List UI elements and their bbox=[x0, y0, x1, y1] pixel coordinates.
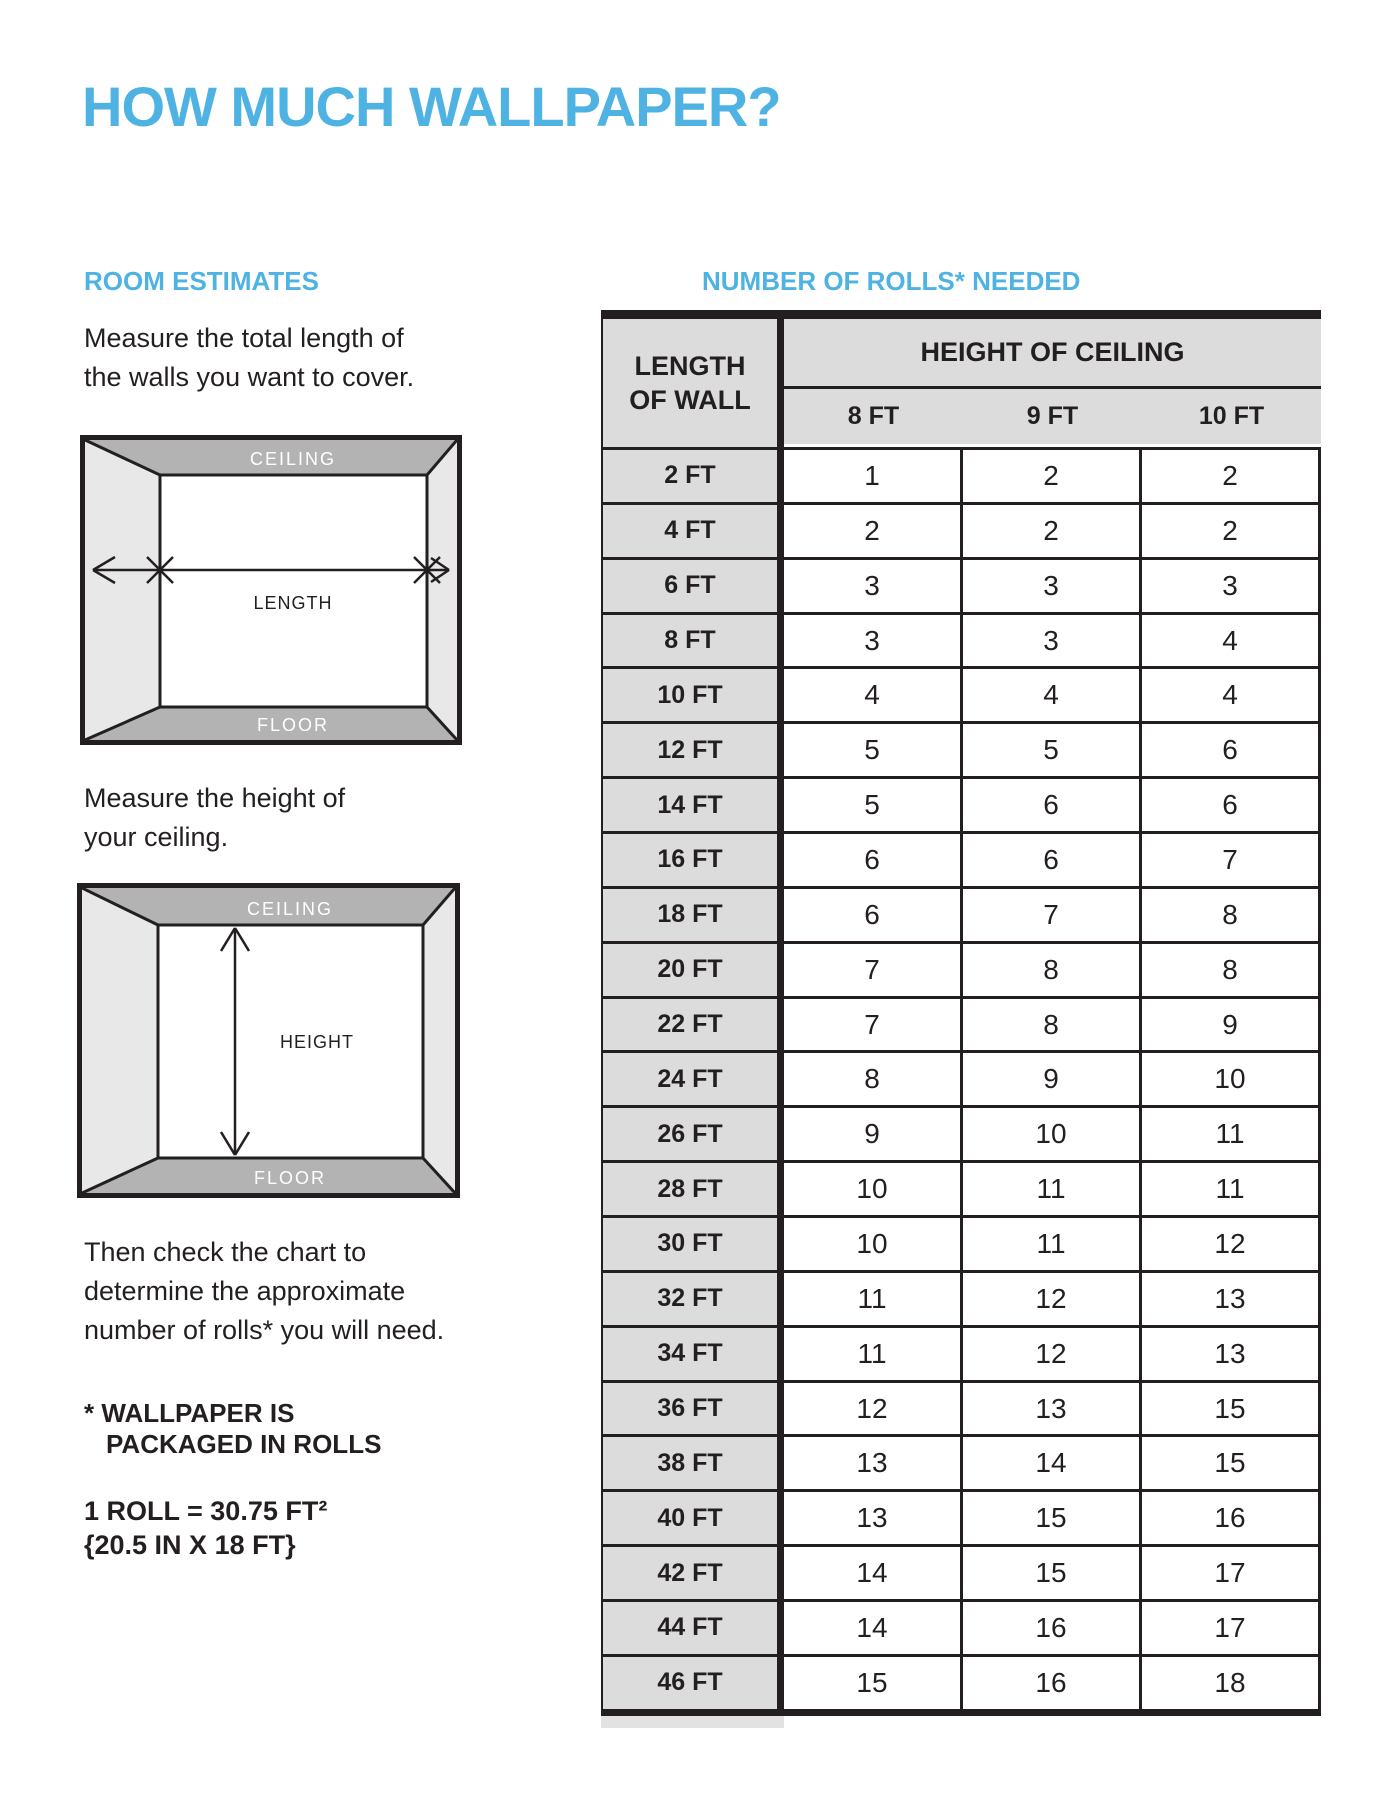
row-label: 46 FT bbox=[603, 1657, 784, 1709]
instruction-chart-line1: Then check the chart to bbox=[84, 1237, 367, 1267]
roll-count-cell: 16 bbox=[1142, 1492, 1321, 1544]
roll-count-cell: 11 bbox=[784, 1273, 963, 1325]
row-label: 4 FT bbox=[603, 505, 784, 557]
roll-count-cell: 1 bbox=[784, 450, 963, 502]
table-row bbox=[603, 502, 1321, 557]
roll-count-cell: 6 bbox=[1142, 724, 1321, 776]
row-label: 8 FT bbox=[603, 615, 784, 667]
roll-count-cell: 8 bbox=[1142, 889, 1321, 941]
rolls-table bbox=[601, 310, 1321, 1728]
row-label: 14 FT bbox=[603, 779, 784, 831]
table-row bbox=[603, 1489, 1321, 1544]
instruction-height-line1: Measure the height of bbox=[84, 783, 346, 813]
roll-count-cell: 8 bbox=[1142, 944, 1321, 996]
roll-count-cell: 12 bbox=[963, 1273, 1142, 1325]
row-label: 40 FT bbox=[603, 1492, 784, 1544]
room-height-diagram bbox=[77, 883, 460, 1198]
table-bottom-border bbox=[601, 1709, 1321, 1716]
roll-count-cell: 3 bbox=[784, 615, 963, 667]
row-label: 38 FT bbox=[603, 1437, 784, 1489]
row-label: 34 FT bbox=[603, 1328, 784, 1380]
right-wall-surface bbox=[427, 440, 457, 740]
instruction-chart bbox=[84, 1233, 444, 1350]
table-row bbox=[603, 996, 1321, 1051]
col-header-9ft: 9 FT bbox=[1026, 402, 1079, 430]
room-height-diagram-svg bbox=[82, 888, 455, 1193]
roll-count-cell: 11 bbox=[963, 1163, 1142, 1215]
table-row bbox=[603, 1215, 1321, 1270]
height-label: HEIGHT bbox=[279, 1032, 355, 1052]
ceiling-header-group bbox=[784, 319, 1321, 447]
instruction-chart-line3: number of rolls* you will need. bbox=[84, 1315, 445, 1345]
table-header bbox=[603, 319, 1321, 447]
table-row bbox=[603, 1160, 1321, 1215]
roll-count-cell: 3 bbox=[963, 560, 1142, 612]
length-of-wall-line1: LENGTH bbox=[634, 351, 746, 381]
roll-count-cell: 4 bbox=[1142, 669, 1321, 721]
table-row bbox=[603, 1544, 1321, 1599]
left-wall-surface bbox=[82, 888, 158, 1193]
roll-count-cell: 5 bbox=[963, 724, 1142, 776]
right-wall-surface bbox=[423, 888, 455, 1193]
roll-count-cell: 15 bbox=[963, 1492, 1142, 1544]
table-bottom-stub bbox=[601, 1716, 784, 1728]
table-row bbox=[603, 776, 1321, 831]
floor-label: FLOOR bbox=[253, 1168, 327, 1188]
row-label: 26 FT bbox=[603, 1108, 784, 1160]
roll-count-cell: 6 bbox=[784, 889, 963, 941]
roll-count-cell: 3 bbox=[784, 560, 963, 612]
roll-count-cell: 13 bbox=[784, 1492, 963, 1544]
table-row bbox=[603, 831, 1321, 886]
row-label: 2 FT bbox=[603, 450, 784, 502]
row-label: 36 FT bbox=[603, 1383, 784, 1435]
length-of-wall-header bbox=[603, 319, 784, 447]
roll-size-line1: 1 ROLL = 30.75 FT² bbox=[84, 1496, 328, 1526]
roll-count-cell: 8 bbox=[963, 999, 1142, 1051]
roll-count-cell: 15 bbox=[784, 1657, 963, 1709]
length-label: LENGTH bbox=[253, 593, 333, 613]
row-label: 18 FT bbox=[603, 889, 784, 941]
roll-count-cell: 13 bbox=[1142, 1273, 1321, 1325]
roll-count-cell: 10 bbox=[1142, 1053, 1321, 1105]
roll-count-cell: 11 bbox=[963, 1218, 1142, 1270]
ceiling-label: CEILING bbox=[249, 449, 337, 469]
table-row bbox=[603, 1434, 1321, 1489]
row-label: 42 FT bbox=[603, 1547, 784, 1599]
rolls-footnote bbox=[84, 1398, 381, 1460]
roll-count-cell: 11 bbox=[784, 1328, 963, 1380]
table-frame bbox=[601, 319, 1321, 1709]
roll-count-cell: 3 bbox=[1142, 560, 1321, 612]
table-row bbox=[603, 941, 1321, 996]
table-row bbox=[603, 721, 1321, 776]
roll-count-cell: 14 bbox=[784, 1547, 963, 1599]
roll-count-cell: 4 bbox=[784, 669, 963, 721]
roll-count-cell: 8 bbox=[784, 1053, 963, 1105]
rolls-footnote-line1: * WALLPAPER IS bbox=[84, 1398, 295, 1428]
col-header-10ft: 10 FT bbox=[1198, 402, 1265, 430]
roll-count-cell: 12 bbox=[784, 1383, 963, 1435]
back-wall bbox=[160, 475, 427, 707]
roll-count-cell: 2 bbox=[784, 505, 963, 557]
roll-count-cell: 7 bbox=[784, 999, 963, 1051]
table-row bbox=[603, 886, 1321, 941]
room-estimates-heading: ROOM ESTIMATES bbox=[84, 266, 319, 296]
roll-count-cell: 6 bbox=[963, 779, 1142, 831]
roll-count-cell: 15 bbox=[1142, 1383, 1321, 1435]
roll-count-cell: 6 bbox=[784, 834, 963, 886]
row-label: 44 FT bbox=[603, 1602, 784, 1654]
roll-count-cell: 16 bbox=[963, 1602, 1142, 1654]
roll-count-cell: 8 bbox=[963, 944, 1142, 996]
roll-count-cell: 7 bbox=[963, 889, 1142, 941]
roll-count-cell: 5 bbox=[784, 779, 963, 831]
roll-count-cell: 12 bbox=[1142, 1218, 1321, 1270]
room-length-diagram-svg bbox=[85, 440, 457, 740]
roll-count-cell: 4 bbox=[1142, 615, 1321, 667]
roll-count-cell: 2 bbox=[963, 505, 1142, 557]
ceiling-height-columns bbox=[784, 389, 1321, 444]
roll-count-cell: 3 bbox=[963, 615, 1142, 667]
roll-count-cell: 18 bbox=[1142, 1657, 1321, 1709]
floor-label: FLOOR bbox=[256, 715, 330, 735]
row-label: 32 FT bbox=[603, 1273, 784, 1325]
roll-size-line2: {20.5 IN X 18 FT} bbox=[84, 1530, 296, 1560]
roll-count-cell: 2 bbox=[963, 450, 1142, 502]
row-label: 30 FT bbox=[603, 1218, 784, 1270]
instruction-height-line2: your ceiling. bbox=[84, 822, 229, 852]
roll-count-cell: 10 bbox=[784, 1218, 963, 1270]
page-title: HOW MUCH WALLPAPER? bbox=[82, 75, 781, 138]
table-row bbox=[603, 1325, 1321, 1380]
table-row bbox=[603, 1105, 1321, 1160]
roll-count-cell: 14 bbox=[784, 1602, 963, 1654]
table-top-border bbox=[601, 310, 1321, 319]
roll-count-cell: 15 bbox=[963, 1547, 1142, 1599]
table-row bbox=[603, 1654, 1321, 1709]
instruction-length bbox=[84, 319, 414, 397]
roll-count-cell: 11 bbox=[1142, 1108, 1321, 1160]
roll-size-info bbox=[84, 1494, 327, 1562]
table-row bbox=[603, 1599, 1321, 1654]
instruction-length-line1: Measure the total length of bbox=[84, 323, 404, 353]
ceiling-label: CEILING bbox=[246, 899, 334, 919]
roll-count-cell: 2 bbox=[1142, 450, 1321, 502]
left-wall-surface bbox=[85, 440, 160, 740]
row-label: 10 FT bbox=[603, 669, 784, 721]
roll-count-cell: 4 bbox=[963, 669, 1142, 721]
roll-count-cell: 6 bbox=[1142, 779, 1321, 831]
roll-count-cell: 5 bbox=[784, 724, 963, 776]
roll-count-cell: 9 bbox=[1142, 999, 1321, 1051]
roll-count-cell: 12 bbox=[963, 1328, 1142, 1380]
roll-count-cell: 7 bbox=[1142, 834, 1321, 886]
length-of-wall-line2: OF WALL bbox=[629, 385, 751, 415]
table-row bbox=[603, 666, 1321, 721]
roll-count-cell: 7 bbox=[784, 944, 963, 996]
instruction-height bbox=[84, 779, 345, 857]
roll-count-cell: 13 bbox=[963, 1383, 1142, 1435]
row-label: 20 FT bbox=[603, 944, 784, 996]
instruction-chart-line2: determine the approximate bbox=[84, 1276, 406, 1306]
height-of-ceiling-header: HEIGHT OF CEILING bbox=[784, 319, 1321, 389]
roll-count-cell: 10 bbox=[963, 1108, 1142, 1160]
roll-count-cell: 13 bbox=[784, 1437, 963, 1489]
roll-count-cell: 11 bbox=[1142, 1163, 1321, 1215]
roll-count-cell: 14 bbox=[963, 1437, 1142, 1489]
row-label: 6 FT bbox=[603, 560, 784, 612]
table-row bbox=[603, 1050, 1321, 1105]
table-body bbox=[603, 447, 1321, 1709]
row-label: 24 FT bbox=[603, 1053, 784, 1105]
table-row bbox=[603, 1380, 1321, 1435]
table-row bbox=[603, 447, 1321, 502]
row-label: 22 FT bbox=[603, 999, 784, 1051]
row-label: 12 FT bbox=[603, 724, 784, 776]
roll-count-cell: 17 bbox=[1142, 1602, 1321, 1654]
roll-count-cell: 9 bbox=[784, 1108, 963, 1160]
roll-count-cell: 17 bbox=[1142, 1547, 1321, 1599]
row-label: 16 FT bbox=[603, 834, 784, 886]
roll-count-cell: 16 bbox=[963, 1657, 1142, 1709]
roll-count-cell: 13 bbox=[1142, 1328, 1321, 1380]
rolls-footnote-line2: PACKAGED IN ROLLS bbox=[106, 1429, 382, 1459]
roll-count-cell: 6 bbox=[963, 834, 1142, 886]
table-row bbox=[603, 612, 1321, 667]
table-row bbox=[603, 557, 1321, 612]
roll-count-cell: 10 bbox=[784, 1163, 963, 1215]
col-header-8ft: 8 FT bbox=[847, 402, 900, 430]
table-row bbox=[603, 1270, 1321, 1325]
roll-count-cell: 15 bbox=[1142, 1437, 1321, 1489]
roll-count-cell: 2 bbox=[1142, 505, 1321, 557]
roll-count-cell: 9 bbox=[963, 1053, 1142, 1105]
room-length-diagram bbox=[80, 435, 462, 745]
instruction-length-line2: the walls you want to cover. bbox=[84, 362, 415, 392]
rolls-needed-heading: NUMBER OF ROLLS* NEEDED bbox=[702, 266, 1081, 296]
row-label: 28 FT bbox=[603, 1163, 784, 1215]
